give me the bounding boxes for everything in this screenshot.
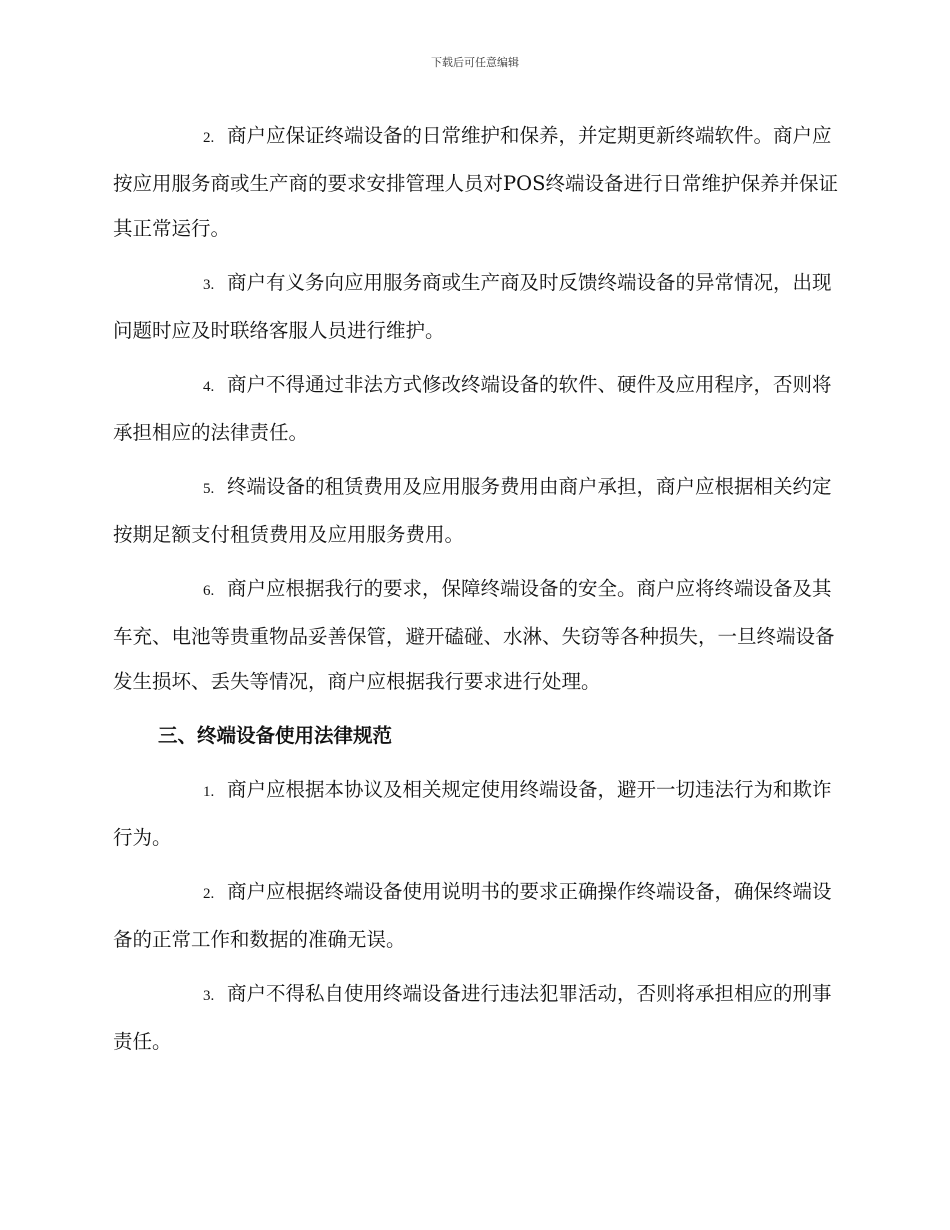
clause-number: 2. [203, 886, 215, 902]
clause-number: 2. [203, 130, 215, 146]
clause-text: 商户应根据本协议及相关规定使用终端设备，避开一切违法行为和欺诈行为。 [113, 778, 832, 849]
clause-text: 商户应保证终端设备的日常维护和保养，并定期更新终端软件。商户应按应用服务商或生产商的要求安排管理人员对POS终端设备进行日常维护保养并保证其正常运行。 [113, 124, 838, 240]
document-body [113, 113, 838, 1073]
clause-text: 商户不得私自使用终端设备进行违法犯罪活动，否则将承担相应的刑事责任。 [113, 982, 832, 1053]
clause-text: 商户不得通过非法方式修改终端设备的软件、硬件及应用程序，否则将承担相应的法律责任。 [113, 373, 832, 444]
clause-2 [113, 113, 838, 251]
legal-clause-1 [113, 767, 838, 860]
clause-6 [113, 566, 838, 704]
clause-text: 商户有义务向应用服务商或生产商及时反馈终端设备的异常情况，出现问题时应及时联络客服人员进行维护。 [113, 271, 832, 342]
clause-text: 商户应根据我行的要求，保障终端设备的安全。商户应将终端设备及其车充、电池等贵重物品妥善保管，避开磕碰、水淋、失窃等各种损失，一旦终端设备发生损坏、丢失等情况，商户应根据我行要求进行处理。 [113, 577, 835, 693]
legal-clause-3 [113, 971, 838, 1064]
clause-number: 3. [203, 277, 215, 293]
clause-number: 1. [203, 784, 215, 800]
clause-number: 3. [203, 988, 215, 1004]
legal-clause-2 [113, 869, 838, 962]
clause-3 [113, 260, 838, 353]
clause-number: 5. [203, 481, 215, 497]
section-heading: 三、终端设备使用法律规范 [158, 724, 393, 747]
page-header: 下载后可任意编辑 [431, 56, 519, 69]
clause-number: 6. [203, 583, 215, 599]
clause-text: 终端设备的租赁费用及应用服务费用由商户承担，商户应根据相关约定按期足额支付租赁费用及应用服务费用。 [113, 475, 832, 546]
clause-number: 4. [203, 379, 215, 395]
clause-text: 商户应根据终端设备使用说明书的要求正确操作终端设备，确保终端设备的正常工作和数据的准确无误。 [113, 880, 832, 951]
clause-4 [113, 362, 838, 455]
clause-5 [113, 464, 838, 557]
